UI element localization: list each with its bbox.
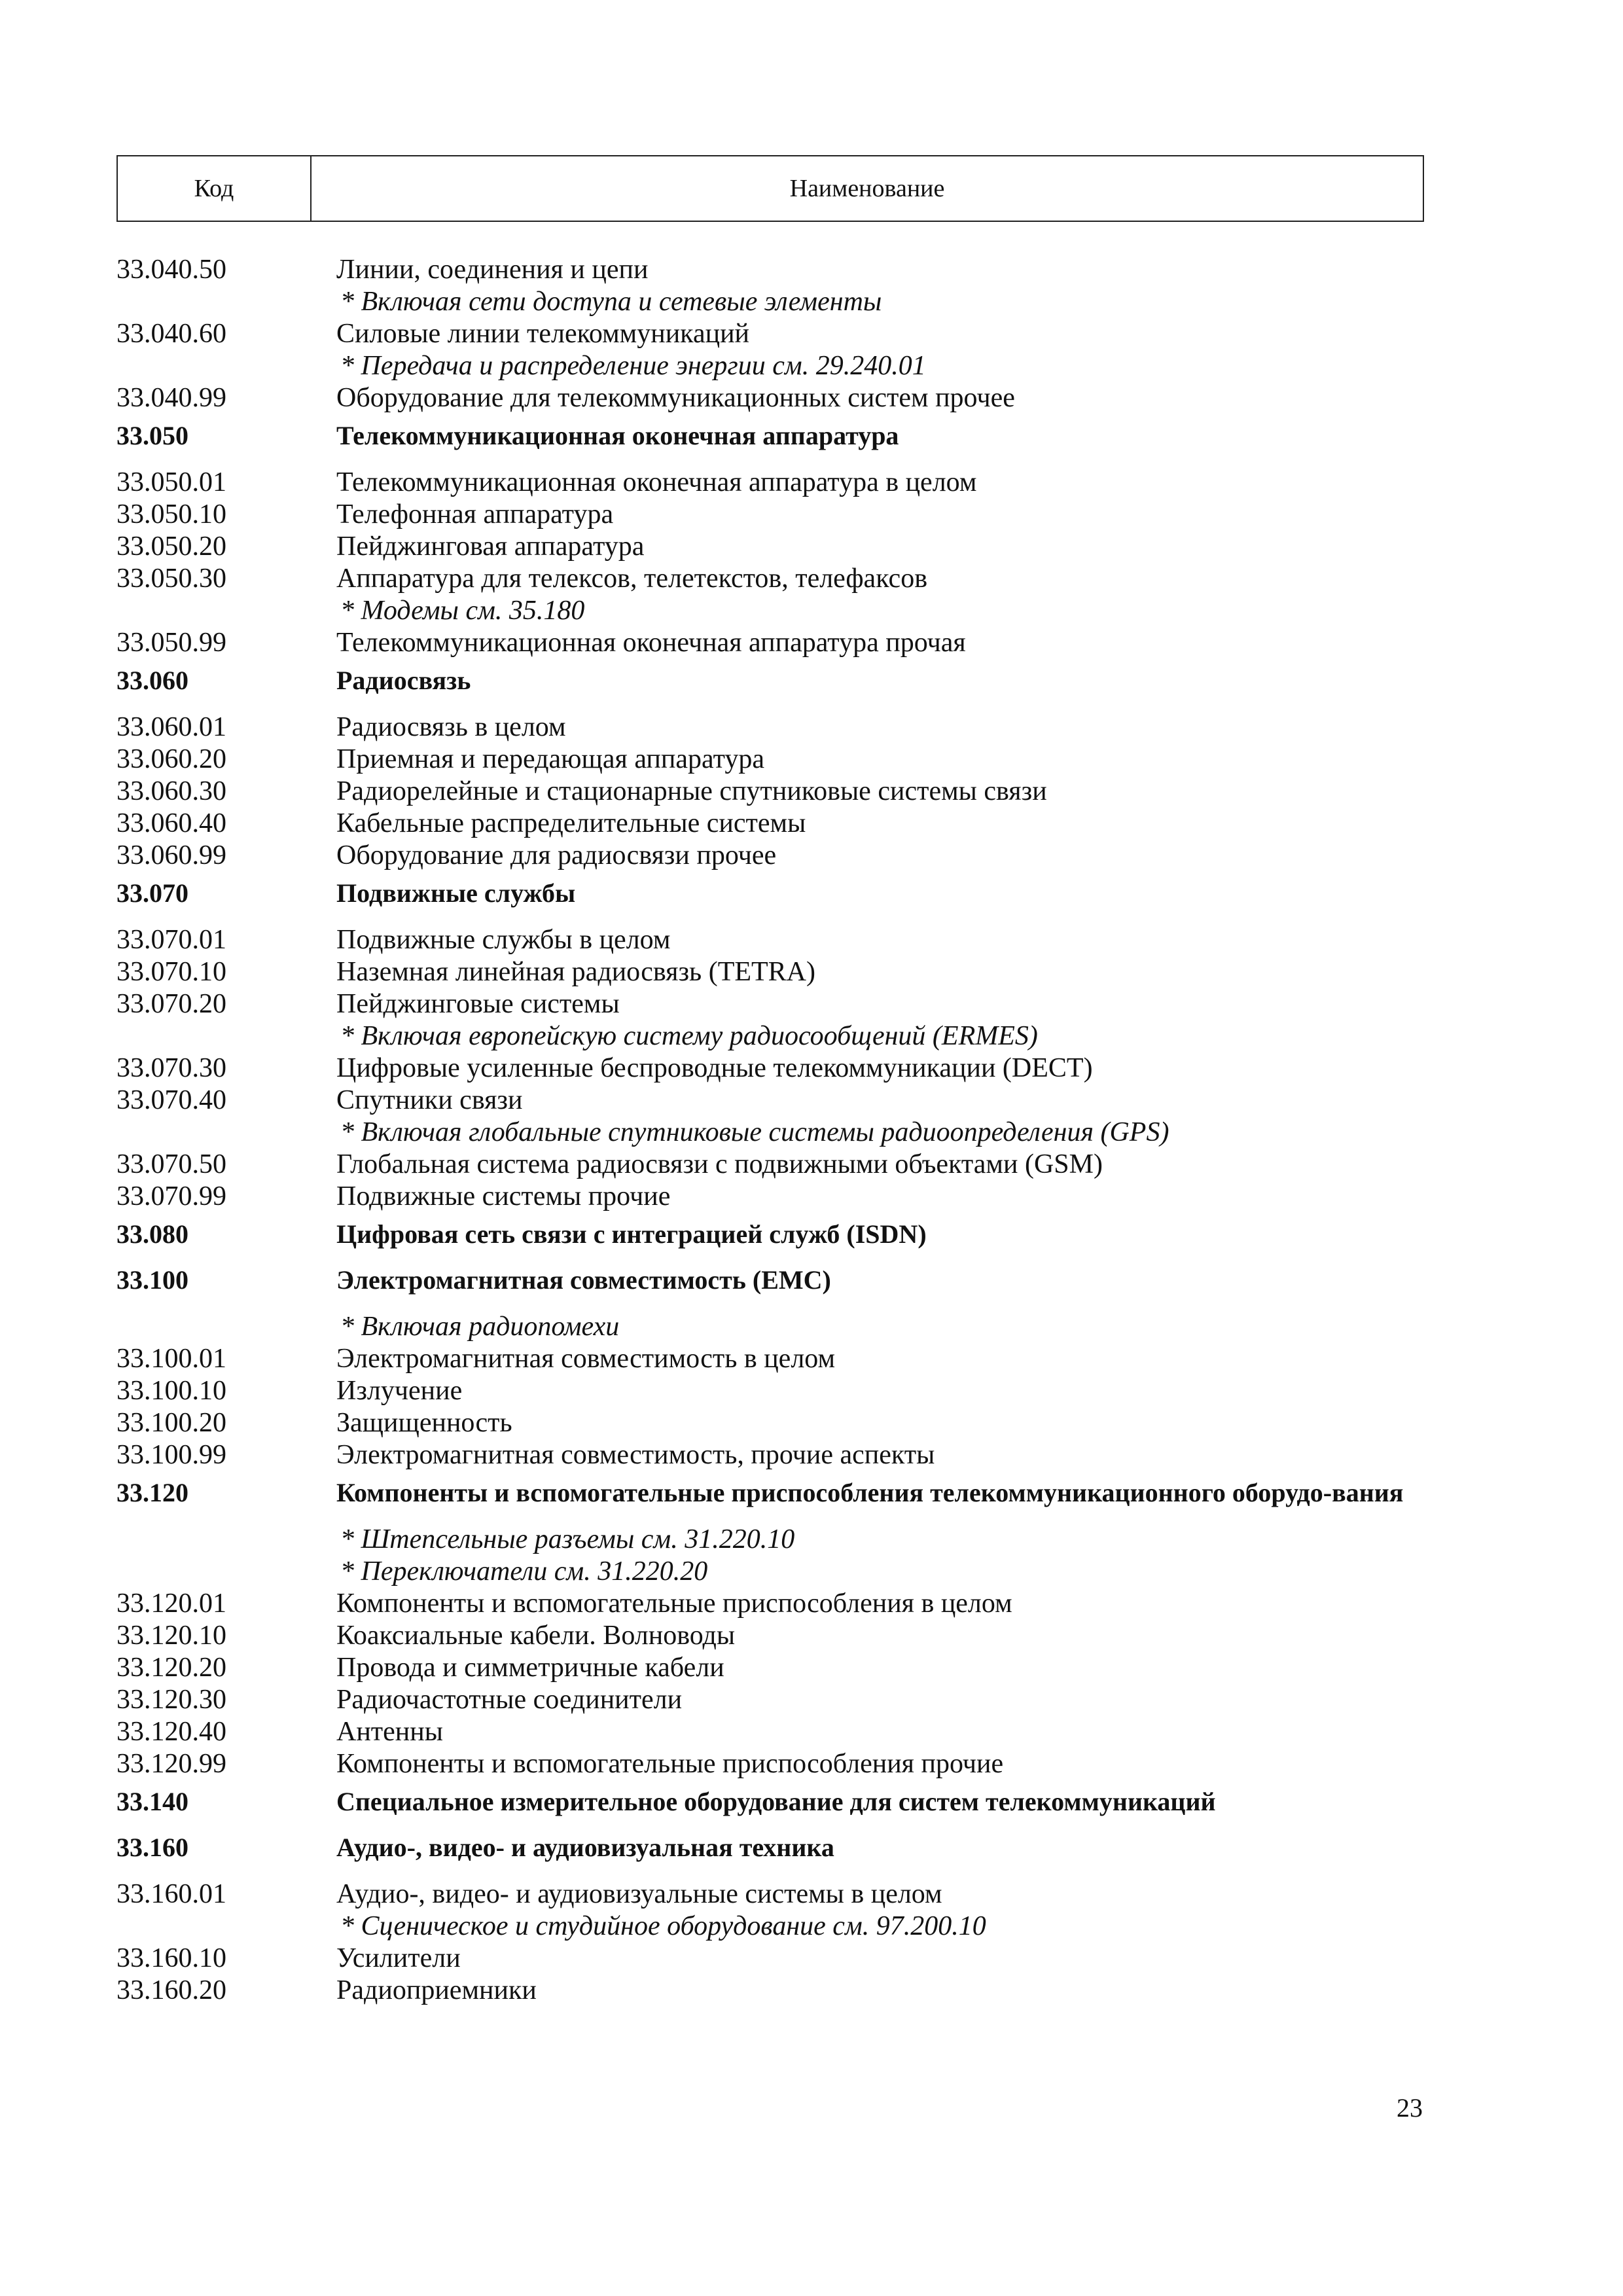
entry-name: * Штепсельные разъемы см. 31.220.10 bbox=[340, 1524, 795, 1554]
entry-name: * Модемы см. 35.180 bbox=[340, 596, 585, 626]
entry-code: 33.060.01 bbox=[116, 712, 226, 742]
entry-row bbox=[116, 499, 1425, 531]
entry-row bbox=[116, 988, 1425, 1020]
entry-code: 33.050.10 bbox=[116, 499, 226, 529]
entry-row bbox=[116, 467, 1425, 499]
entry-code: 33.070.99 bbox=[116, 1181, 226, 1211]
entry-name: Линии, соединения и цепи bbox=[336, 255, 649, 285]
section-heading-row bbox=[116, 1219, 1425, 1249]
section-heading-row bbox=[116, 421, 1425, 451]
entry-row bbox=[116, 1052, 1425, 1085]
entry-code: 33.100 bbox=[116, 1265, 188, 1295]
entry-name: * Сценическое и студийное оборудование см. 97.200.10 bbox=[340, 1911, 986, 1941]
entry-row bbox=[116, 627, 1425, 659]
entry-name: Антенны bbox=[336, 1717, 443, 1747]
entry-code: 33.100.20 bbox=[116, 1408, 226, 1438]
entry-row bbox=[116, 956, 1425, 988]
entry-name: Подвижные службы в целом bbox=[336, 925, 671, 955]
entry-row bbox=[116, 1620, 1425, 1652]
entry-name: * Включая европейскую систему радиосообщений (ERMES) bbox=[340, 1021, 1038, 1051]
entry-name: Специальное измерительное оборудование для систем телекоммуникаций bbox=[336, 1787, 1216, 1816]
entry-name: Подвижные системы прочие bbox=[336, 1181, 671, 1211]
note-row bbox=[116, 350, 1425, 382]
entry-code: 33.120.30 bbox=[116, 1685, 226, 1715]
section-heading-row bbox=[116, 666, 1425, 696]
entry-row bbox=[116, 776, 1425, 808]
entry-name: Электромагнитная совместимость, прочие аспекты bbox=[336, 1440, 935, 1470]
entry-code: 33.070.30 bbox=[116, 1053, 226, 1083]
entry-row bbox=[116, 924, 1425, 956]
entry-code bbox=[116, 595, 336, 627]
entry-code bbox=[116, 1524, 336, 1556]
section-heading-row bbox=[116, 1478, 1425, 1508]
entry-name: Подвижные службы bbox=[336, 878, 576, 908]
entry-name: Пейджинговые системы bbox=[336, 989, 620, 1019]
note-row bbox=[116, 1311, 1425, 1343]
entry-code: 33.050.99 bbox=[116, 628, 226, 658]
entry-name: Телекоммуникационная оконечная аппаратура прочая bbox=[336, 628, 966, 658]
entry-row bbox=[116, 1375, 1425, 1407]
entry-name: Телекоммуникационная оконечная аппаратура в целом bbox=[336, 467, 977, 497]
entry-name: Цифровые усиленные беспроводные телекоммуникации (DECT) bbox=[336, 1053, 1093, 1083]
entry-row bbox=[116, 808, 1425, 840]
entry-row bbox=[116, 1878, 1425, 1910]
entry-code: 33.070 bbox=[116, 878, 188, 908]
entry-row bbox=[116, 1943, 1425, 1975]
table-header bbox=[116, 155, 1424, 222]
entry-name: Компоненты и вспомогательные приспособления в целом bbox=[336, 1588, 1012, 1619]
note-row bbox=[116, 595, 1425, 627]
entry-name: Компоненты и вспомогательные приспособления телекоммуникационного оборудо-вания bbox=[336, 1478, 1404, 1507]
note-row bbox=[116, 286, 1425, 318]
entry-code: 33.160 bbox=[116, 1833, 188, 1862]
entry-code: 33.120 bbox=[116, 1478, 188, 1507]
entry-name: * Включая радиопомехи bbox=[340, 1312, 620, 1342]
entry-row bbox=[116, 1716, 1425, 1748]
entry-code bbox=[116, 350, 336, 382]
note-row bbox=[116, 1020, 1425, 1052]
entry-name: Радиосвязь в целом bbox=[336, 712, 566, 742]
section-heading-row bbox=[116, 1265, 1425, 1295]
entry-row bbox=[116, 1975, 1425, 2007]
note-row bbox=[116, 1524, 1425, 1556]
entry-name: Глобальная система радиосвязи с подвижными объектами (GSM) bbox=[336, 1149, 1103, 1179]
classification-list bbox=[116, 254, 1425, 2007]
entry-code: 33.050 bbox=[116, 421, 188, 450]
entry-row bbox=[116, 382, 1425, 414]
entry-row bbox=[116, 318, 1425, 350]
entry-code: 33.140 bbox=[116, 1787, 188, 1816]
entry-name: Радиосвязь bbox=[336, 666, 471, 695]
entry-row bbox=[116, 1343, 1425, 1375]
note-row bbox=[116, 1117, 1425, 1149]
entry-name: Электромагнитная совместимость (EMC) bbox=[336, 1265, 831, 1295]
entry-row bbox=[116, 1085, 1425, 1117]
entry-code: 33.060.30 bbox=[116, 776, 226, 806]
entry-name: Аудио-, видео- и аудиовизуальная техника bbox=[336, 1833, 834, 1862]
entry-name: Оборудование для телекоммуникационных систем прочее bbox=[336, 383, 1015, 413]
entry-row bbox=[116, 563, 1425, 595]
entry-code: 33.100.99 bbox=[116, 1440, 226, 1470]
entry-name: * Включая сети доступа и сетевые элементы bbox=[340, 287, 882, 317]
entry-name: Наземная линейная радиосвязь (TETRA) bbox=[336, 957, 815, 987]
entry-row bbox=[116, 1149, 1425, 1181]
entry-code: 33.040.60 bbox=[116, 319, 226, 349]
entry-name: Радиорелейные и стационарные спутниковые системы связи bbox=[336, 776, 1047, 806]
entry-row bbox=[116, 744, 1425, 776]
entry-name: Провода и симметричные кабели bbox=[336, 1653, 724, 1683]
entry-name: Силовые линии телекоммуникаций bbox=[336, 319, 750, 349]
entry-code: 33.120.20 bbox=[116, 1653, 226, 1683]
entry-row bbox=[116, 1684, 1425, 1716]
entry-code bbox=[116, 1311, 336, 1343]
entry-code: 33.060.99 bbox=[116, 840, 226, 870]
section-heading-row bbox=[116, 1787, 1425, 1817]
entry-code: 33.120.40 bbox=[116, 1717, 226, 1747]
entry-row bbox=[116, 840, 1425, 872]
entry-name: Защищенность bbox=[336, 1408, 512, 1438]
entry-name: Усилители bbox=[336, 1943, 461, 1973]
entry-code: 33.120.10 bbox=[116, 1621, 226, 1651]
entry-name: Кабельные распределительные системы bbox=[336, 808, 806, 838]
entry-name: Телефонная аппаратура bbox=[336, 499, 614, 529]
entry-code: 33.100.01 bbox=[116, 1344, 226, 1374]
entry-code: 33.160.10 bbox=[116, 1943, 226, 1973]
entry-code bbox=[116, 1910, 336, 1943]
entry-row bbox=[116, 531, 1425, 563]
entry-code: 33.070.40 bbox=[116, 1085, 226, 1115]
section-heading-row bbox=[116, 878, 1425, 908]
entry-name: Цифровая сеть связи с интеграцией служб (ISDN) bbox=[336, 1219, 927, 1249]
entry-code bbox=[116, 1556, 336, 1588]
entry-code: 33.080 bbox=[116, 1219, 188, 1249]
entry-name: Радиоприемники bbox=[336, 1975, 537, 2005]
entry-code: 33.050.01 bbox=[116, 467, 226, 497]
entry-row bbox=[116, 1652, 1425, 1684]
entry-code: 33.120.01 bbox=[116, 1588, 226, 1619]
entry-code: 33.050.30 bbox=[116, 564, 226, 594]
entry-code: 33.160.20 bbox=[116, 1975, 226, 2005]
entry-code: 33.160.01 bbox=[116, 1879, 226, 1909]
entry-code: 33.100.10 bbox=[116, 1376, 226, 1406]
entry-code: 33.070.01 bbox=[116, 925, 226, 955]
entry-name: Аудио-, видео- и аудиовизуальные системы в целом bbox=[336, 1879, 942, 1909]
entry-code bbox=[116, 1020, 336, 1052]
entry-name: Пейджинговая аппаратура bbox=[336, 531, 645, 562]
entry-name: * Переключатели см. 31.220.20 bbox=[340, 1556, 708, 1587]
entry-code: 33.070.20 bbox=[116, 989, 226, 1019]
entry-row bbox=[116, 254, 1425, 286]
entry-code: 33.050.20 bbox=[116, 531, 226, 562]
entry-code: 33.040.50 bbox=[116, 255, 226, 285]
entry-name: Радиочастотные соединители bbox=[336, 1685, 683, 1715]
note-row bbox=[116, 1556, 1425, 1588]
entry-code: 33.120.99 bbox=[116, 1749, 226, 1779]
column-header-name: Наименование bbox=[789, 175, 945, 202]
entry-code bbox=[116, 286, 336, 318]
entry-name: Аппаратура для телексов, телетекстов, телефаксов bbox=[336, 564, 928, 594]
column-header-code: Код bbox=[194, 175, 234, 202]
entry-name: * Передача и распределение энергии см. 29.240.01 bbox=[340, 351, 926, 381]
entry-row bbox=[116, 1439, 1425, 1471]
entry-name: Приемная и передающая аппаратура bbox=[336, 744, 765, 774]
entry-code: 33.060.40 bbox=[116, 808, 226, 838]
entry-name: Компоненты и вспомогательные приспособления прочие bbox=[336, 1749, 1004, 1779]
entry-name: Спутники связи bbox=[336, 1085, 523, 1115]
entry-code: 33.070.10 bbox=[116, 957, 226, 987]
entry-row bbox=[116, 1588, 1425, 1620]
note-row bbox=[116, 1910, 1425, 1943]
entry-row bbox=[116, 1407, 1425, 1439]
entry-name: Телекоммуникационная оконечная аппаратура bbox=[336, 421, 899, 450]
entry-code: 33.040.99 bbox=[116, 383, 226, 413]
page-number: 23 bbox=[1397, 2093, 1423, 2123]
entry-code bbox=[116, 1117, 336, 1149]
entry-code: 33.070.50 bbox=[116, 1149, 226, 1179]
section-heading-row bbox=[116, 1833, 1425, 1863]
entry-name: Электромагнитная совместимость в целом bbox=[336, 1344, 836, 1374]
entry-code: 33.060.20 bbox=[116, 744, 226, 774]
entry-name: * Включая глобальные спутниковые системы радиоопределения (GPS) bbox=[340, 1117, 1169, 1147]
entry-row bbox=[116, 1748, 1425, 1780]
entry-code: 33.060 bbox=[116, 666, 188, 695]
entry-name: Коаксиальные кабели. Волноводы bbox=[336, 1621, 736, 1651]
entry-name: Оборудование для радиосвязи прочее bbox=[336, 840, 777, 870]
entry-row bbox=[116, 1181, 1425, 1213]
entry-row bbox=[116, 711, 1425, 744]
entry-name: Излучение bbox=[336, 1376, 463, 1406]
